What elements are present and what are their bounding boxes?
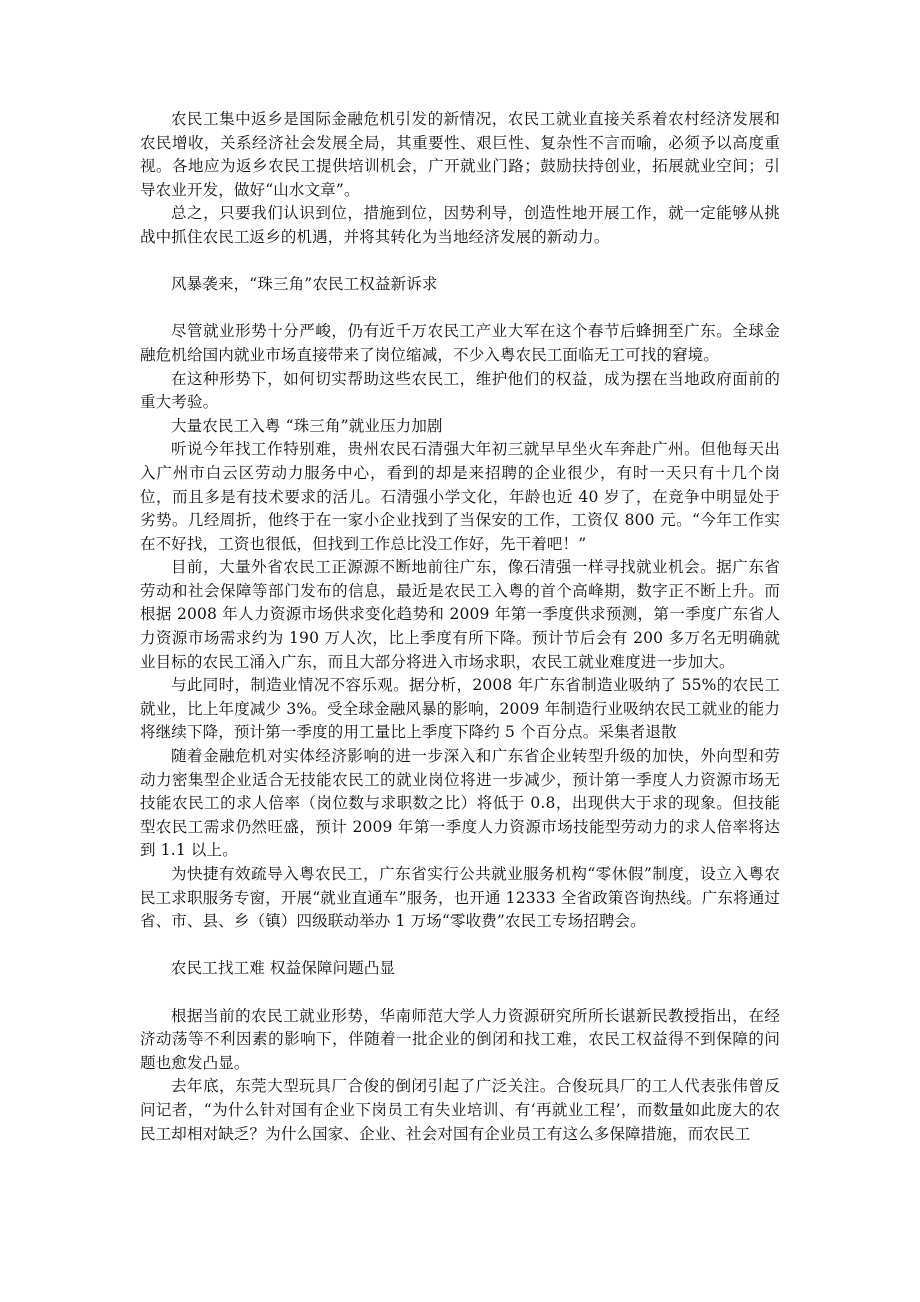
- paragraph: 与此同时，制造业情况不容乐观。据分析，2008 年广东省制造业吸纳了 55%的农民工就业，比上年度减少 3%。受全球金融风暴的影响，2009 年制造行业吸纳农民工就业的能力将继续下降，预计第一季度的用工量比上季度下降约 5 个百分点。采集者退散: [140, 676, 780, 742]
- spacer: [140, 981, 780, 1005]
- paragraph: 总之，只要我们认识到位，措施到位，因势利导，创造性地开展工作，就一定能够从挑战中抓住农民工返乡的机遇，并将其转化为当地经济发展的新动力。: [140, 204, 780, 246]
- spacer: [140, 934, 780, 958]
- paragraph: 根据当前的农民工就业形势，华南师范大学人力资源研究所所长谌新民教授指出，在经济动荡等不利因素的影响下，伴随着一批企业的倒闭和找工难，农民工权益得不到保障的问题也愈发凸显。: [140, 1006, 780, 1072]
- paragraph: 为快捷有效疏导入粤农民工，广东省实行公共就业服务机构“零休假”制度，设立入粤农民工求职服务专窗，开展“就业直通车”服务，也开通 12333 全省政策咨询热线。广东将通过省、市、县、乡（镇）四级联动举办 1 万场“零收费”农民工专场招聘会。: [140, 865, 780, 931]
- paragraph: 听说今年找工作特别难，贵州农民石清强大年初三就早早坐火车奔赴广州。但他每天出入广州市白云区劳动力服务中心，看到的却是来招聘的企业很少，有时一天只有十几个岗位，而且多是有技术要求的活儿。石清强小学文化，年龄也近 40 岁了，在竞争中明显处于劣势。几经周折，他终于在一家小企业找到了当保安的工作，工资仅 800 元。“今年工作实在不好找，工资也很低，但找到工作总比没工作好，先干着吧！”: [140, 440, 780, 553]
- paragraph: 目前，大量外省农民工正源源不断地前往广东，像石清强一样寻找就业机会。据广东省劳动和社会保障等部门发布的信息，最近是农民工入粤的首个高峰期，数字正不断上升。而根据 2008 年人力资源市场供求变化趋势和 2009 年第一季度供求预测，第一季度广东省人力资源市场需求约为 190 万人次，比上季度有所下降。预计节后会有 200 多万名无明确就业目标的农民工涌入广东，而且大部分将进入市场求职，农民工就业难度进一步加大。: [140, 558, 780, 671]
- article-body: [140, 108, 780, 1146]
- paragraph: 随着金融危机对实体经济影响的进一步深入和广东省企业转型升级的加快，外向型和劳动力密集型企业适合无技能农民工的就业岗位将进一步减少，预计第一季度人力资源市场无技能农民工的求人倍率（岗位数与求职数之比）将低于 0.8，出现供大于求的现象。但技能型农民工需求仍然旺盛，预计 2009 年第一季度人力资源市场技能型劳动力的求人倍率将达到 1.1 以上。: [140, 747, 780, 860]
- paragraph: 农民工集中返乡是国际金融危机引发的新情况，农民工就业直接关系着农村经济发展和农民增收，关系经济社会发展全局，其重要性、艰巨性、复杂性不言而喻，必须予以高度重视。各地应为返乡农民工提供培训机会，广开就业门路；鼓励扶持创业，拓展就业空间；引导农业开发，做好“山水文章”。: [140, 110, 780, 199]
- section-heading: 大量农民工入粤 “珠三角”就业压力加剧: [171, 416, 443, 435]
- spacer: [140, 297, 780, 321]
- paragraph: 在这种形势下，如何切实帮助这些农民工，维护他们的权益，成为摆在当地政府面前的重大考验。: [140, 369, 780, 412]
- paragraph: 去年底，东莞大型玩具厂合俊的倒闭引起了广泛关注。合俊玩具厂的工人代表张伟曾反问记者，“为什么针对国有企业下岗员工有失业培训、有‘再就业工程’，而数量如此庞大的农民工却相对缺乏？为什么国家、企业、社会对国有企业员工有这么多保障措施，而农民工: [140, 1077, 780, 1143]
- section-heading: 农民工找工难 权益保障问题凸显: [171, 959, 396, 978]
- spacer: [140, 250, 780, 274]
- section-heading: 风暴袭来，“珠三角”农民工权益新诉求: [171, 275, 438, 294]
- paragraph: 尽管就业形势十分严峻，仍有近千万农民工产业大军在这个春节后蜂拥至广东。全球金融危机给国内就业市场直接带来了岗位缩减，不少入粤农民工面临无工可找的窘境。: [140, 322, 780, 364]
